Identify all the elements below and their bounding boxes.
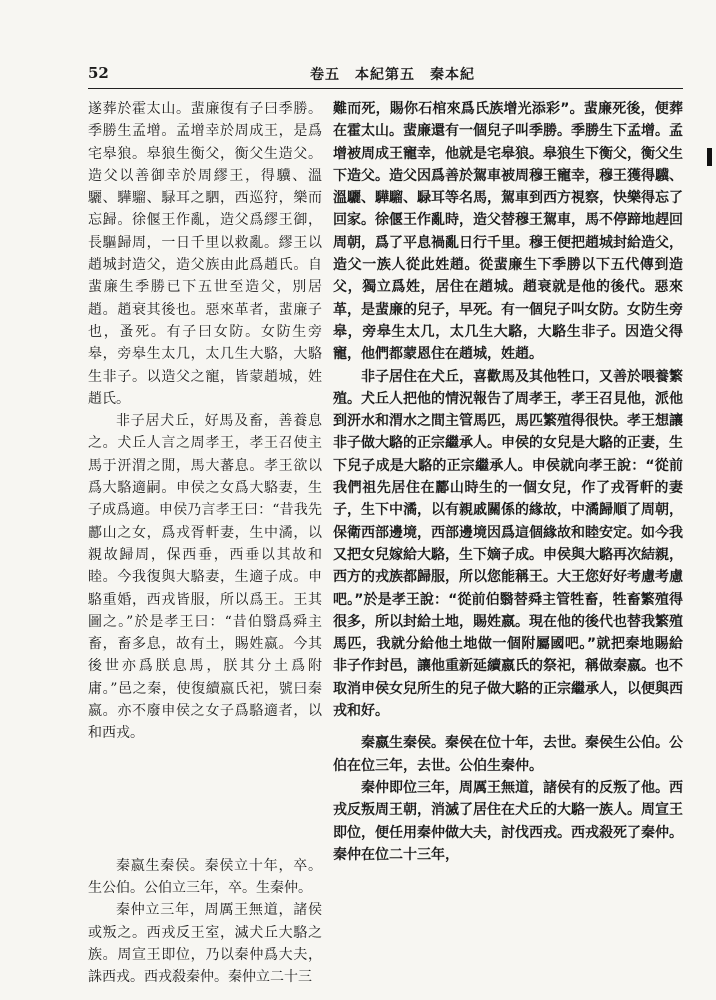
page-number: 52: [88, 64, 109, 82]
margin-marker: [707, 148, 712, 166]
classical-text-column: [88, 98, 322, 988]
translation-text-column: [333, 98, 683, 866]
column-spacer: [333, 722, 683, 732]
classical-paragraph-2: 非子居犬丘，好馬及畜，善養息之。犬丘人言之周孝王，孝王召使主馬于汧渭之閒，馬大蕃息。孝王欲以爲大駱適嗣。申侯之女爲大駱妻，生子成爲適。申侯乃言孝王曰：“昔我先酈山之女，爲戎胥軒妻，生中潏，以親故歸周，保西垂，西垂以其故和睦。今我復與大駱妻，生適子成。申駱重婚，西戎皆服，所以爲王。王其圖之。”於是孝王曰：“昔伯翳爲舜主畜，畜多息，故有土，賜姓嬴。今其後世亦爲朕息馬，朕其分土爲附庸。”邑之秦，使復續嬴氏祀，號曰秦嬴。亦不廢申侯之女子爲駱適者，以和西戎。: [88, 413, 322, 742]
translation-paragraph-3: 秦嬴生秦侯。秦侯在位十年，去世。秦侯生公伯。公伯在位三年，去世。公伯生秦仲。: [333, 735, 683, 774]
column-spacer: [88, 745, 322, 855]
classical-paragraph-3: 秦嬴生秦侯。秦侯立十年，卒。生公伯。公伯立三年，卒。生秦仲。: [88, 857, 322, 896]
page-header: [88, 62, 683, 89]
translation-paragraph-1: 難而死，賜你石棺來爲氏族增光添彩”。蜚廉死後，便葬在霍太山。蜚廉還有一個兒子叫季勝。季勝生下孟增。孟增被周成王寵幸，他就是宅皋狼。皋狼生下衡父，衡父生下造父。造父因爲善於駕車被周穆王寵幸，穆王獲得驥、溫驪、驊騮、騄耳等名馬，駕車到西方視察，快樂得忘了回家。徐偃王作亂時，造父替穆王駕車，馬不停蹄地趕回周朝，爲了平息禍亂日行千里。穆王便把趙城封給造父，造父一族人從此姓趙。從蜚廉生下季勝以下五代傳到造父，獨立爲姓，居住在趙城。趙衰就是他的後代。惡來革，是蜚廉的兒子，早死。有一個兒子叫女防。女防生旁皋，旁皋生太几，太几生大駱，大駱生非子。因造父得寵，他們都蒙恩住在趙城，姓趙。: [333, 101, 683, 363]
classical-paragraph-1: 遂葬於霍太山。蜚廉復有子曰季勝。季勝生孟增。孟增幸於周成王，是爲宅皋狼。皋狼生衡父，衡父生造父。造父以善御幸於周繆王，得驥、溫驪、驊騮、騄耳之駟，西巡狩，樂而忘歸。徐偃王作亂，造父爲繆王御，長驅歸周，一日千里以救亂。繆王以趙城封造父，造父族由此爲趙氏。自蜚廉生季勝已下五世至造父，別居趙。趙衰其後也。惡來革者，蜚廉子也，蚤死。有子曰女防。女防生旁皋，旁皋生太几，太几生大駱，大駱生非子。以造父之寵，皆蒙趙城，姓趙氏。: [88, 101, 322, 407]
translation-paragraph-4: 秦仲即位三年，周厲王無道，諸侯有的反叛了他。西戎反叛周王朝，消滅了居住在犬丘的大駱一族人。周宣王即位，便任用秦仲做大夫，討伐西戎。西戎殺死了秦仲。秦仲在位二十三年，: [333, 779, 683, 863]
classical-paragraph-4: 秦仲立三年，周厲王無道，諸侯或叛之。西戎反王室，滅犬丘大駱之族。周宣王即位，乃以秦仲爲大夫，誅西戎。西戎殺秦仲。秦仲立二十三: [88, 902, 322, 986]
translation-paragraph-2: 非子居住在犬丘，喜歡馬及其他牲口，又善於喂養繁殖。犬丘人把他的情況報告了周孝王，孝王召見他，派他到汧水和渭水之間主管馬匹，馬匹繁殖得很快。孝王想讓非子做大駱的正宗繼承人。申侯的女兒是大駱的正妻，生下兒子成是大駱的正宗繼承人。申侯就向孝王說：“從前我們祖先居住在酈山時生的一個女兒，作了戎胥軒的妻子，生下中潏，以有親戚關係的緣故，中潏歸順了周朝，保衛西部邊境，西部邊境因爲這個緣故和睦安定。如今我又把女兒嫁給大駱，生下嫡子成。申侯與大駱再次結親，西方的戎族都歸服，所以您能稱王。大王您好好考慮考慮吧。”於是孝王說：“從前伯翳替舜主管牲畜，牲畜繁殖得很多，所以封給土地，賜姓嬴。現在他的後代也替我繁殖馬匹，我就分給他土地做一個附屬國吧。”就把秦地賜給非子作封邑，讓他重新延續嬴氏的祭祀，稱做秦嬴。也不取消申侯女兒所生的兒子做大駱的正宗繼承人，以便與西戎和好。: [333, 368, 683, 720]
running-title: 卷五 本紀第五 秦本紀: [310, 67, 475, 83]
